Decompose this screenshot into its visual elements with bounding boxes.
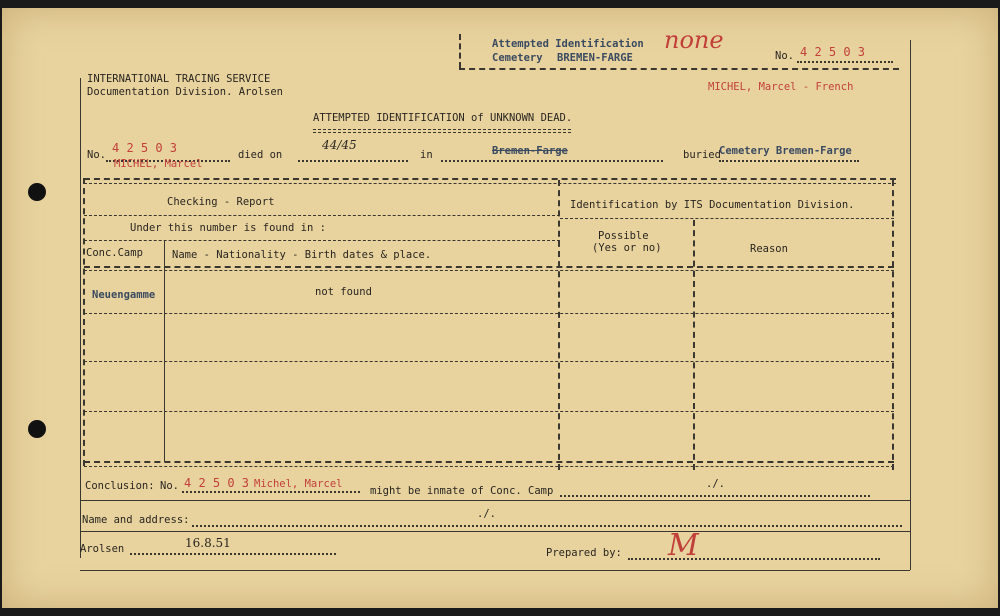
buried-value: Cemetery Bremen-Farge [719,145,852,157]
header-row-line [84,266,894,268]
title-underline-2 [313,132,571,133]
col-header-possible-1: Possible [598,230,649,242]
header-row-line-2 [84,270,894,271]
conclusion-dots [560,495,870,497]
title-underline [313,129,571,130]
conclusion-value: ./. [706,478,725,490]
col-header-name: Name - Nationality - Birth dates & place. [172,249,432,261]
address-label: Name and address: [82,514,190,526]
footer-place: Arolsen [80,543,125,555]
table-bottom-border-2 [84,466,894,467]
conclusion-label: Conclusion: [85,480,155,492]
conclusion-rule [80,500,910,501]
form-left-border [80,78,81,558]
identification-underline [560,218,894,219]
in-label: in [420,149,433,161]
handwritten-none: none [664,26,724,54]
conclusion-text: might be inmate of Conc. Camp [370,485,554,497]
in-dots [441,160,663,162]
record-no-value: 4 2 5 0 3 [112,141,178,155]
stamp-box-left [459,34,461,68]
header-no-dots [797,61,893,63]
footer-date-dots [130,553,336,555]
table-bottom-border [84,461,894,463]
row-line-3 [84,411,894,412]
in-value: Bremen-Farge [492,145,568,157]
col-header-possible-2: (Yes or no) [592,242,662,254]
row1-camp: Neuengamme [92,289,156,301]
table-reason-divider [693,220,695,470]
punch-hole-top [28,183,46,201]
stamp-cemetery-label: Cemetery [492,52,543,64]
document-title: ATTEMPTED IDENTIFICATION of UNKNOWN DEAD. [313,112,573,124]
stamp-line1: Attempted Identification [492,38,644,50]
address-rule [80,531,910,532]
checking-underline [84,215,560,216]
record-name-value: MICHEL, Marcel [114,158,203,170]
table-right-border [892,180,894,470]
checking-report-header: Checking - Report [167,196,275,208]
buried-label: buried [683,149,721,161]
table-mid-divider [558,180,560,470]
footer-date: 16.8.51 [185,536,231,550]
conclusion-name-value: Michel, Marcel [254,478,343,490]
org-line1: INTERNATIONAL TRACING SERVICE [87,73,271,85]
table-camp-divider [164,240,165,462]
died-dots [298,160,408,162]
table-top-border [84,178,896,180]
record-no-label: No. [87,149,106,161]
punch-hole-bottom [28,420,46,438]
row-line-1 [84,313,894,314]
address-value: ./. [477,508,496,520]
under-number-underline [84,240,560,241]
person-top-right: MICHEL, Marcel - French [708,81,854,93]
row-line-2 [84,361,894,362]
buried-dots [719,160,859,162]
header-no-value: 4 2 5 0 3 [800,45,866,59]
signature: M [668,528,699,563]
died-value: 44/45 [322,138,357,152]
org-line2: Documentation Division. Arolsen [87,86,283,98]
prepared-dots [628,558,880,560]
conclusion-no-dots [182,491,360,493]
conclusion-no-label: No. [160,480,179,492]
died-label: died on [238,149,283,161]
stamp-cemetery-value: BREMEN-FARGE [557,52,633,64]
table-left-border [83,178,85,466]
form-right-border [910,40,911,570]
conclusion-no-value: 4 2 5 0 3 [184,476,250,490]
address-dots [192,525,902,527]
col-header-camp: Conc.Camp [86,247,143,259]
prepared-label: Prepared by: [546,547,622,559]
table-top-border-2 [84,183,896,184]
col-header-reason: Reason [750,243,788,255]
row1-result: not found [315,286,372,298]
header-no-label: No. [775,50,794,62]
identification-header: Identification by ITS Documentation Division. [570,199,855,211]
footer-rule [80,570,910,571]
under-number-label: Under this number is found in : [130,222,326,234]
stamp-box-bottom [459,68,899,70]
